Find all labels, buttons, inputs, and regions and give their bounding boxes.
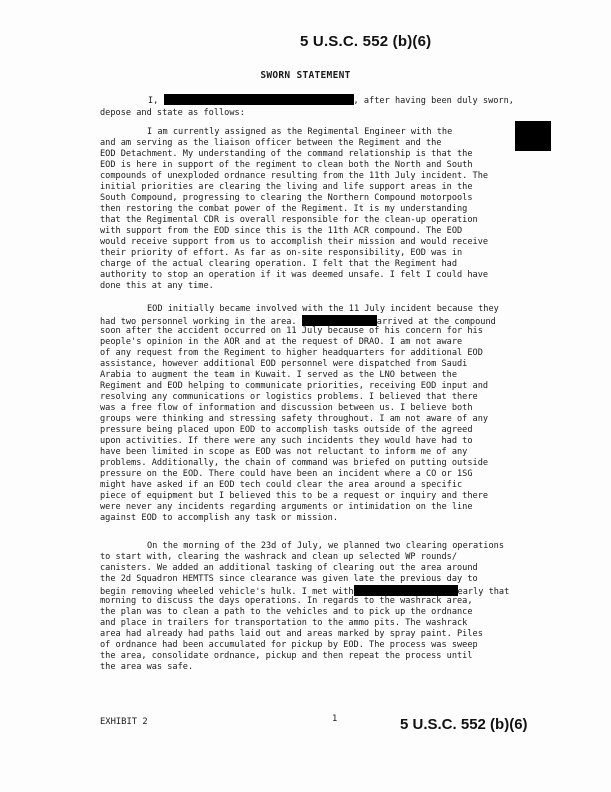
text-line: the plan was to clean a path to the vehicles and to pick up the ordnance bbox=[100, 607, 473, 617]
intro-suffix: , after having been duly sworn, bbox=[353, 96, 514, 106]
text-line: might have asked if an EOD tech could clear the area around a specific bbox=[100, 480, 463, 490]
text-line: On the morning of the 23d of July, we planned two clearing operations bbox=[147, 541, 504, 551]
page-title: SWORN STATEMENT bbox=[260, 70, 351, 81]
redaction-block bbox=[302, 315, 377, 326]
text-line: Arabia to augment the team in Kuwait. I served as the LNO between the bbox=[100, 370, 457, 380]
text-line: charge of the actual clearing operation. I felt that the Regiment had bbox=[100, 259, 457, 269]
redaction-block-corner bbox=[515, 121, 551, 151]
redaction-block bbox=[354, 585, 458, 596]
text-fragment: arrived at the compound bbox=[376, 317, 496, 327]
exemption-header: 5 U.S.C. 552 (b)(6) bbox=[300, 33, 432, 50]
text-fragment: early that bbox=[457, 587, 510, 597]
text-line: initial priorities are clearing the living and life support areas in the bbox=[100, 182, 473, 192]
text-line: upon activities. If there were any such incidents they would have had to bbox=[100, 436, 473, 446]
page-number: 1 bbox=[332, 714, 338, 724]
text-line: the area, consolidate ordnance, pickup and then repeat the process until bbox=[100, 651, 473, 661]
text-line: with support from the EOD since this is the 11th ACR compound. The EOD bbox=[100, 226, 463, 236]
text-line: groups were thinking and stressing safety throughout. I am not aware of any bbox=[100, 414, 489, 424]
text-line: people's opinion in the AOR and at the request of DRAO. I am not aware bbox=[100, 337, 463, 347]
text-line: were never any incidents regarding arguments or intimidation on the line bbox=[100, 502, 473, 512]
text-line: Regiment and EOD helping to communicate priorities, receiving EOD input and bbox=[100, 381, 489, 391]
exhibit-label: EXHIBIT 2 bbox=[100, 717, 148, 727]
text-line: South Compound, progressing to clearing the Northern Compound motorpools bbox=[100, 193, 473, 203]
text-line: compounds of unexploded ordnance resulting from the 11th July incident. The bbox=[100, 171, 489, 181]
text-line: resolving any communications or logistics problems. I believed that there bbox=[100, 392, 478, 402]
text-line: soon after the accident occurred on 11 July because of his concern for his bbox=[100, 326, 483, 336]
text-line: the area was safe. bbox=[100, 662, 194, 672]
redaction-block bbox=[164, 94, 354, 105]
text-line: of any request from the Regiment to higher headquarters for additional EOD bbox=[100, 348, 483, 358]
text-line: that the Regimental CDR is overall responsible for the clean-up operation bbox=[100, 215, 478, 225]
intro-prefix: I, bbox=[148, 96, 159, 106]
intro-line-1 bbox=[148, 94, 514, 106]
exemption-footer: 5 U.S.C. 552 (b)(6) bbox=[400, 716, 528, 733]
text-line: EOD Detachment. My understanding of the command relationship is that the bbox=[100, 149, 473, 159]
text-line: area had already had paths laid out and areas marked by spray paint. Piles bbox=[100, 629, 483, 639]
text-line: the 2d Squadron HEMTTS since clearance was given late the previous day to bbox=[100, 574, 478, 584]
text-line: to start with, clearing the washrack and clean up selected WP rounds/ bbox=[100, 552, 457, 562]
text-line: piece of equipment but I believed this to be a request or inquiry and there bbox=[100, 491, 489, 501]
text-line: and place in trailers for transportation to the ammo pits. The washrack bbox=[100, 618, 468, 628]
text-line: was a free flow of information and discussion between us. I believe both bbox=[100, 403, 473, 413]
text-line: canisters. We added an additional tasking of clearing out the area around bbox=[100, 563, 478, 573]
text-line: their priority of effort. As far as on-site responsibility, EOD was in bbox=[100, 248, 463, 258]
text-line: of ordnance had been accumulated for pickup by EOD. The process was sweep bbox=[100, 640, 478, 650]
text-line: authority to stop an operation if it was deemed unsafe. I felt I could have bbox=[100, 270, 489, 280]
text-line: I am currently assigned as the Regimental Engineer with the bbox=[147, 127, 453, 137]
intro-line-2: depose and state as follows: bbox=[100, 108, 245, 118]
text-line: EOD is here in support of the regiment to clean both the North and South bbox=[100, 160, 473, 170]
text-line: would receive support from us to accomplish their mission and would receive bbox=[100, 237, 489, 247]
text-line: morning to discuss the days operations. In regards to the washrack area, bbox=[100, 596, 473, 606]
text-line: done this at any time. bbox=[100, 281, 214, 291]
text-line: then restoring the combat power of the Regiment. It is my understanding bbox=[100, 204, 468, 214]
text-line: assistance, however additional EOD personnel were dispatched from Saudi bbox=[100, 359, 468, 369]
text-line: and am serving as the liaison officer between the Regiment and the bbox=[100, 138, 442, 148]
text-line: EOD initially became involved with the 11 July incident because they bbox=[147, 304, 499, 314]
text-line: problems. Additionally, the chain of command was briefed on putting outside bbox=[100, 458, 489, 468]
text-line: pressure on the EOD. There could have been an incident where a CO or 1SG bbox=[100, 469, 473, 479]
text-line: pressure being placed upon EOD to accomplish tasks outside of the agreed bbox=[100, 425, 473, 435]
text-line: against EOD to accomplish any task or mission. bbox=[100, 513, 338, 523]
text-fragment: had two personnel working in the area. bbox=[100, 317, 297, 327]
text-line: have been limited in scope as EOD was not reluctant to inform me of any bbox=[100, 447, 468, 457]
text-fragment: begin removing wheeled vehicle's hulk. I met with bbox=[100, 587, 354, 597]
